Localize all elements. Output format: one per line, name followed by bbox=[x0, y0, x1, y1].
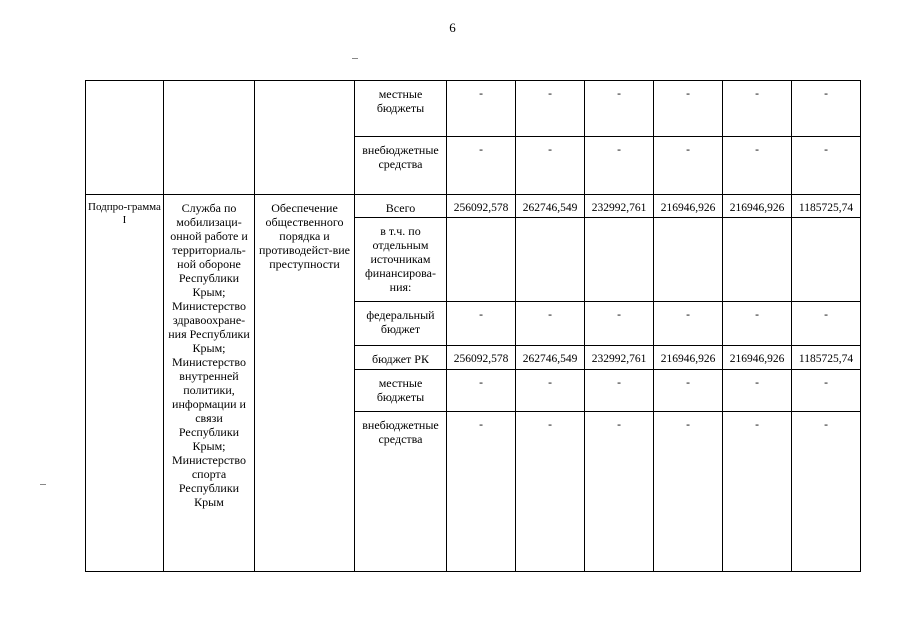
value-cell: - bbox=[447, 302, 516, 346]
value-cell: - bbox=[723, 302, 792, 346]
source-cell: бюджет РК bbox=[355, 346, 447, 370]
value-cell: - bbox=[447, 81, 516, 137]
value-cell bbox=[516, 218, 585, 302]
empty-cell bbox=[86, 81, 164, 195]
financing-table bbox=[85, 80, 861, 572]
value-cell: - bbox=[723, 137, 792, 195]
value-cell: - bbox=[585, 412, 654, 572]
source-cell: Всего bbox=[355, 195, 447, 218]
executors-cell: Служба по мобилизаци-онной работе и территориаль-ной обороне Республики Крым; Министерство здравоохране-ния Республики Крым; Министерство внутренней политики, информации и связи Республики Крым; Министерство спорта Республики Крым bbox=[164, 195, 255, 572]
source-cell: федеральный бюджет bbox=[355, 302, 447, 346]
value-cell: - bbox=[447, 412, 516, 572]
value-cell bbox=[447, 218, 516, 302]
value-cell: 216946,926 bbox=[723, 346, 792, 370]
value-cell: 262746,549 bbox=[516, 346, 585, 370]
value-cell: 216946,926 bbox=[723, 195, 792, 218]
value-cell bbox=[723, 218, 792, 302]
table-row bbox=[86, 81, 861, 137]
value-cell: - bbox=[792, 370, 861, 412]
page-number: 6 bbox=[449, 20, 456, 35]
value-cell: - bbox=[516, 370, 585, 412]
source-cell: местные бюджеты bbox=[355, 81, 447, 137]
value-cell: - bbox=[792, 137, 861, 195]
value-cell: - bbox=[447, 370, 516, 412]
value-cell: - bbox=[654, 137, 723, 195]
value-cell: 232992,761 bbox=[585, 346, 654, 370]
value-cell: - bbox=[516, 412, 585, 572]
value-cell: - bbox=[585, 370, 654, 412]
value-cell: - bbox=[792, 81, 861, 137]
value-cell bbox=[654, 218, 723, 302]
value-cell: - bbox=[654, 412, 723, 572]
source-cell: в т.ч. по отдельным источникам финансирова-ния: bbox=[355, 218, 447, 302]
value-cell: - bbox=[723, 412, 792, 572]
value-cell: 232992,761 bbox=[585, 195, 654, 218]
value-cell: - bbox=[792, 412, 861, 572]
value-cell: 216946,926 bbox=[654, 346, 723, 370]
scan-artifact-line bbox=[40, 484, 46, 485]
value-cell: - bbox=[447, 137, 516, 195]
value-cell: - bbox=[516, 81, 585, 137]
value-cell: 256092,578 bbox=[447, 346, 516, 370]
source-cell: местные бюджеты bbox=[355, 370, 447, 412]
value-cell bbox=[792, 218, 861, 302]
value-cell: - bbox=[516, 302, 585, 346]
table-row bbox=[86, 195, 861, 218]
value-cell: 1185725,74 bbox=[792, 195, 861, 218]
value-cell: 256092,578 bbox=[447, 195, 516, 218]
value-cell: - bbox=[654, 302, 723, 346]
program-label-cell: Подпро-грамма I bbox=[86, 195, 164, 572]
value-cell: 1185725,74 bbox=[792, 346, 861, 370]
value-cell: - bbox=[585, 137, 654, 195]
source-cell: внебюджетные средства bbox=[355, 137, 447, 195]
value-cell bbox=[585, 218, 654, 302]
value-cell: 262746,549 bbox=[516, 195, 585, 218]
value-cell: - bbox=[654, 81, 723, 137]
value-cell: - bbox=[585, 81, 654, 137]
value-cell: - bbox=[792, 302, 861, 346]
value-cell: - bbox=[723, 370, 792, 412]
value-cell: 216946,926 bbox=[654, 195, 723, 218]
value-cell: - bbox=[516, 137, 585, 195]
goal-cell: Обеспечение общественного порядка и противодейст-вие преступности bbox=[255, 195, 355, 572]
source-cell: внебюджетные средства bbox=[355, 412, 447, 572]
value-cell: - bbox=[654, 370, 723, 412]
scan-artifact-line bbox=[352, 58, 358, 59]
value-cell: - bbox=[723, 81, 792, 137]
empty-cell bbox=[164, 81, 255, 195]
value-cell: - bbox=[585, 302, 654, 346]
empty-cell bbox=[255, 81, 355, 195]
